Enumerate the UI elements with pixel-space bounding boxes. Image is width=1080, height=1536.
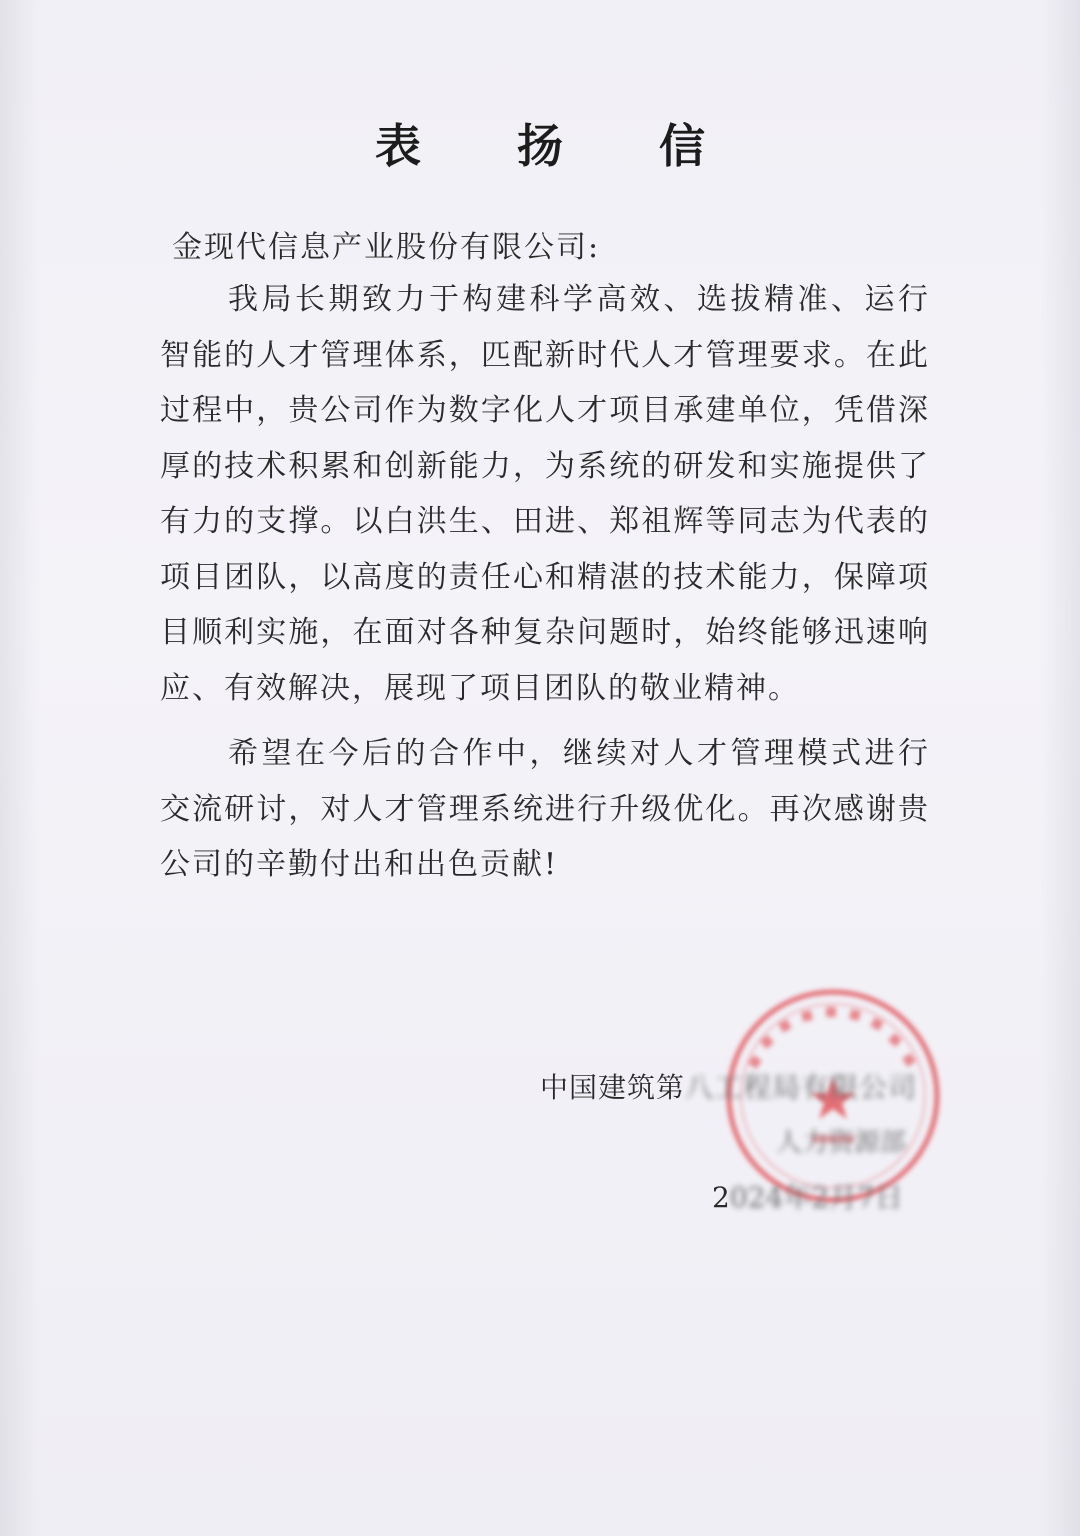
signature-organization: [540, 1066, 917, 1106]
signature-date: [712, 1176, 903, 1216]
page-shadow-right: [1040, 0, 1080, 1536]
paragraph-1: 我局长期致力于构建科学高效、选拔精准、运行智能的人才管理体系，匹配新时代人才管理要求。在此过程中，贵公司作为数字化人才项目承建单位，凭借深厚的技术积累和创新能力，为系统的研发和实施提供了有力的支撑。以白洪生、田进、郑祖辉等同志为代表的项目团队，以高度的责任心和精湛的技术能力，保障项目顺利实施，在面对各种复杂问题时，始终能够迅速响应、有效解决，展现了项目团队的敬业精神。: [160, 282, 930, 706]
signature-department: 人力资源部: [776, 1128, 907, 1158]
letter-title: 表 扬 信: [374, 119, 746, 173]
signature-org-blurred: 八工程局有限公司: [685, 1071, 918, 1104]
page-shadow-left: [0, 0, 40, 1536]
paragraph-2: 希望在今后的合作中，继续对人才管理模式进行交流研讨，对人才管理系统进行升级优化。再次感谢贵公司的辛勤付出和出色贡献!: [160, 736, 930, 882]
signature-date-blurred: 024年2月7日: [729, 1181, 903, 1214]
signature-date-visible: 2: [712, 1181, 730, 1214]
salutation: 金现代信息产业股份有限公司:: [172, 230, 601, 265]
signature-org-visible: 中国建筑第: [540, 1071, 686, 1104]
